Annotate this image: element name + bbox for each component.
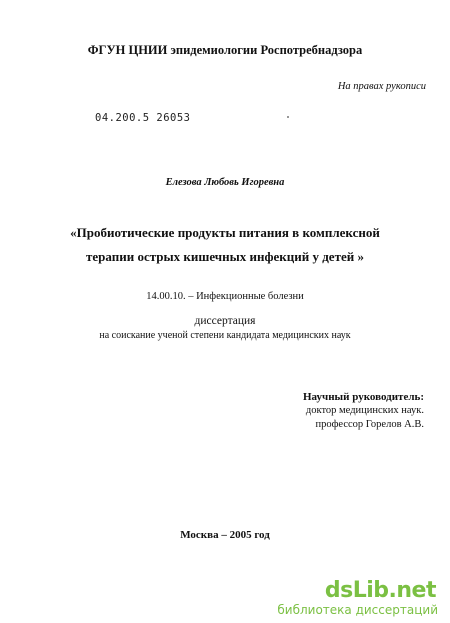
watermark-caption: библиотека диссертаций [277,603,438,617]
dissertation-title-line-1: «Пробиотические продукты питания в комплексной [70,225,380,240]
supervisor-name: профессор Горелов А.В. [315,419,424,430]
manuscript-rights-note: На правах рукописи [337,81,426,92]
document-type: диссертация [194,315,256,327]
organization-heading: ФГУН ЦНИИ эпидемиологии Роспотребнадзора [87,43,363,57]
dissertation-title-line-2: терапии острых кишечных инфекций у детей » [86,249,364,264]
supervisor-degree: доктор медицинских наук. [305,405,424,416]
scan-speck [287,116,289,118]
specialty-code: 14.00.10. – Инфекционные болезни [146,291,304,302]
author-name: Елезова Любовь Игоревна [165,177,285,188]
city-year: Москва – 2005 год [180,529,270,541]
watermark-logo: dsLib.net [324,578,436,603]
supervisor-heading: Научный руководитель: [303,391,424,403]
degree-line: на соискание ученой степени кандидата медицинских наук [99,330,351,341]
registration-stamp: 04.200.5 26053 [95,112,191,124]
